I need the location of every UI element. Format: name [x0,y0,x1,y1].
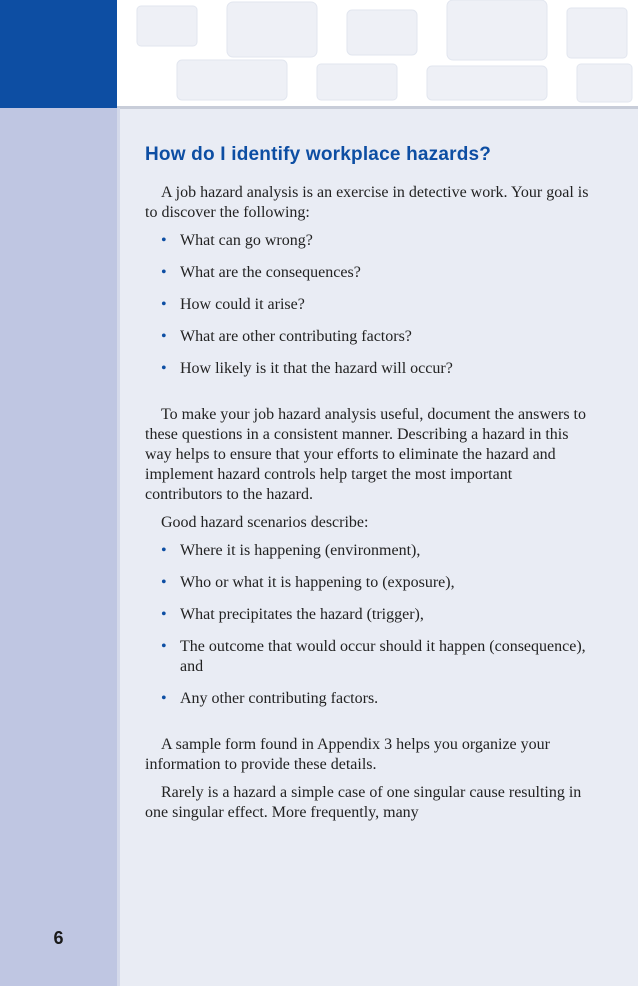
page-number: 6 [53,928,64,948]
questions-list [145,231,590,379]
header-rule [117,106,638,109]
list-item: • How likely is it that the hazard will occur? [145,359,590,379]
paragraph-appendix: A sample form found in Appendix 3 helps you organize your information to provide these details. [145,736,550,773]
section-heading: How do I identify workplace hazards? [145,144,492,165]
list-item: • Any other contributing factors. [145,689,590,709]
list-item: • Who or what it is happening to (exposure), [145,573,590,593]
list-item: • What are other contributing factors? [145,327,590,347]
list-item: • How could it arise? [145,295,590,315]
list-item: • What precipitates the hazard (trigger), [145,605,590,625]
paragraph-document: To make your job hazard analysis useful, document the answers to these questions in a consistent manner. Describing a hazard in this way helps to ensure that your efforts to eliminate the hazard and implement hazard controls help target the most important contributors to the hazard. [145,406,586,503]
main-content [145,143,590,831]
list-item: • Where it is happening (environment), [145,541,590,561]
header-accent-block [0,0,117,108]
paragraph-intro: A job hazard analysis is an exercise in detective work. Your goal is to discover the following: [145,184,589,221]
list-item: • What can go wrong? [145,231,590,251]
left-sidebar-band [0,108,117,986]
scenarios-list [145,541,590,709]
list-item: • The outcome that would occur should it happen (consequence), and [145,637,590,677]
paragraph-scenarios: Good hazard scenarios describe: [161,514,369,531]
header-decorative-pattern [117,0,638,108]
paragraph-causes: Rarely is a hazard a simple case of one singular cause resulting in one singular effect. More frequently, many [145,784,582,821]
list-item: • What are the consequences? [145,263,590,283]
sidebar-edge [117,108,120,986]
